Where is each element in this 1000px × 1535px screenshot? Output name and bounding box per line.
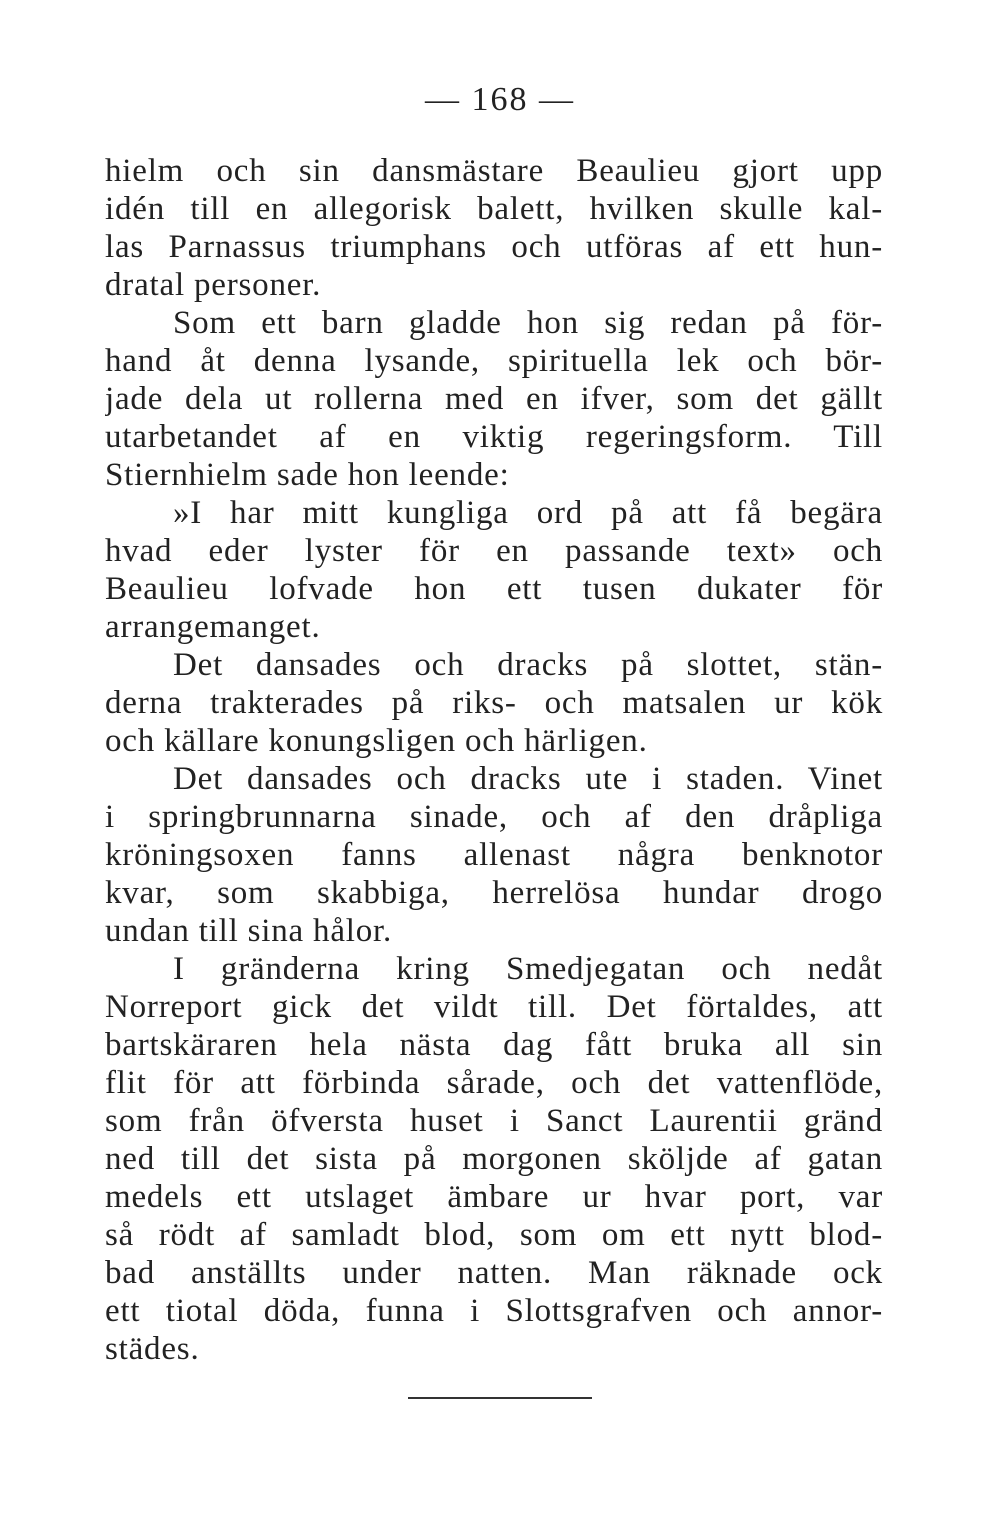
text-line: och källare konungsligen och härligen. bbox=[105, 723, 648, 759]
text-line: ett tiotal döda, funna i Slottsgrafven och annor- bbox=[105, 1293, 883, 1329]
text-line: Beaulieu lofvade hon ett tusen dukater för bbox=[105, 571, 883, 607]
body-text bbox=[105, 152, 883, 1368]
text-line: i springbrunnarna sinade, och af den dråpliga bbox=[105, 799, 883, 835]
text-line: flit för att förbinda sårade, och det vattenflöde, bbox=[105, 1065, 883, 1101]
text-line: bad anställts under natten. Man räknade ock bbox=[105, 1255, 883, 1291]
text-line: hand åt denna lysande, spirituella lek och bör- bbox=[105, 343, 883, 379]
text-line: hielm och sin dansmästare Beaulieu gjort upp bbox=[105, 153, 883, 189]
text-line: jade dela ut rollerna med en ifver, som det gällt bbox=[105, 381, 883, 417]
text-line: städes. bbox=[105, 1331, 200, 1367]
text-line: kvar, som skabbiga, herrelösa hundar drogo bbox=[105, 875, 883, 911]
text-line: kröningsoxen fanns allenast några benknotor bbox=[105, 837, 883, 873]
text-line: hvad eder lyster för en passande text» och bbox=[105, 533, 883, 569]
text-line: bartskäraren hela nästa dag fått bruka all sin bbox=[105, 1027, 883, 1063]
text-line: idén till en allegorisk balett, hvilken skulle kal- bbox=[105, 191, 883, 227]
text-line: »I har mitt kungliga ord på att få begära bbox=[173, 495, 883, 531]
text-line: Det dansades och dracks på slottet, stän- bbox=[173, 647, 883, 683]
text-line: I gränderna kring Smedjegatan och nedåt bbox=[173, 951, 883, 987]
text-line: medels ett utslaget ämbare ur hvar port, var bbox=[105, 1179, 883, 1215]
text-line: Som ett barn gladde hon sig redan på för- bbox=[173, 305, 883, 341]
section-end-rule bbox=[408, 1397, 592, 1399]
text-line: så rödt af samladt blod, som om ett nytt blod- bbox=[105, 1217, 883, 1253]
text-line: derna trakterades på riks- och matsalen ur kök bbox=[105, 685, 883, 721]
text-line: Stiernhielm sade hon leende: bbox=[105, 457, 510, 493]
text-line: Det dansades och dracks ute i staden. Vinet bbox=[173, 761, 883, 797]
text-line: arrangemanget. bbox=[105, 609, 321, 645]
text-line: las Parnassus triumphans och utföras af ett hun- bbox=[105, 229, 883, 265]
page-number: — 168 — bbox=[425, 81, 575, 118]
text-line: Norreport gick det vildt till. Det förtaldes, att bbox=[105, 989, 883, 1025]
text-line: ned till det sista på morgonen sköljde af gatan bbox=[105, 1141, 883, 1177]
text-line: dratal personer. bbox=[105, 267, 322, 303]
text-line: undan till sina hålor. bbox=[105, 913, 393, 949]
text-line: utarbetandet af en viktig regeringsform. Till bbox=[105, 419, 883, 455]
text-line: som från öfversta huset i Sanct Laurentii gränd bbox=[105, 1103, 883, 1139]
